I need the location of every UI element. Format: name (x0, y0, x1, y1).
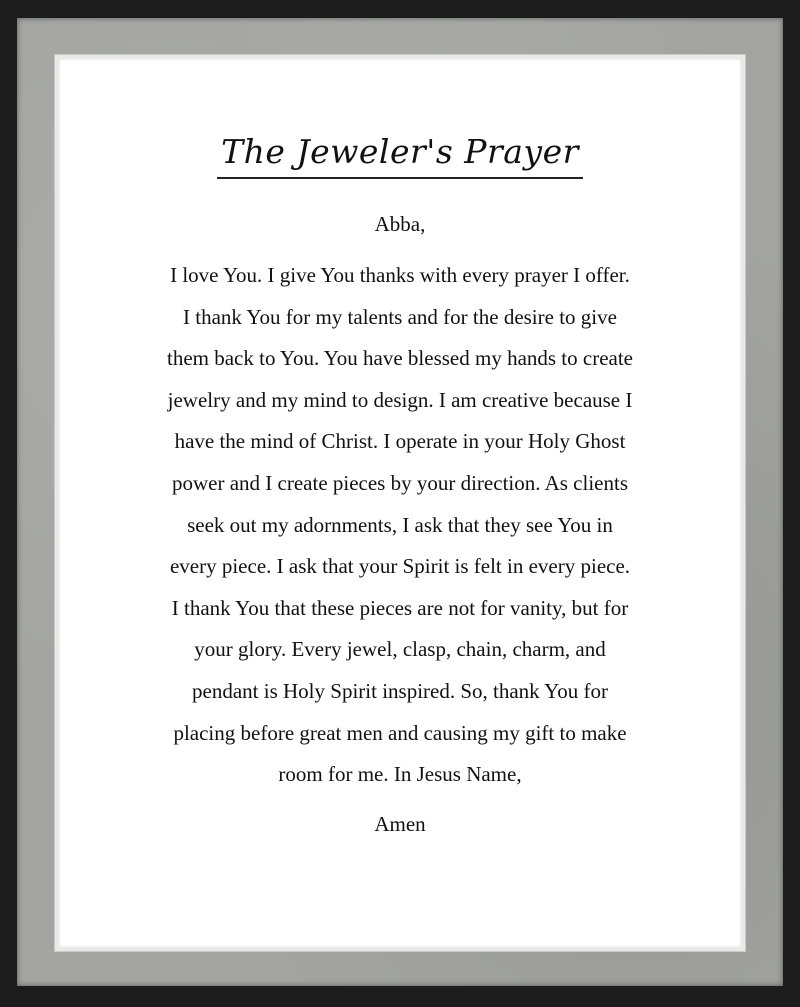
prayer-line: placing before great men and causing my gift to make (173, 720, 627, 745)
prayer-line: pendant is Holy Spirit inspired. So, thank You for (192, 678, 608, 703)
prayer-line: them back to You. You have blessed my hands to create (166, 346, 634, 371)
prayer-line: I thank You for my talents and for the desire to give (183, 304, 617, 329)
prayer-line: I love You. I give You thanks with every prayer I offer. (170, 263, 630, 287)
prayer-line: room for me. In Jesus Name, (278, 762, 522, 787)
page-title: The Jeweler's Prayer (217, 131, 583, 179)
prayer-body (122, 255, 678, 796)
closing-amen: Amen (374, 812, 426, 836)
prayer-line: power and I create pieces by your direction. As clients (171, 470, 628, 495)
prayer-line: have the mind of Christ. I operate in your Holy Ghost (174, 429, 626, 454)
prayer-line: I thank You that these pieces are not for vanity, but for (171, 595, 629, 620)
prayer-line: your glory. Every jewel, clasp, chain, charm, and (194, 637, 606, 662)
prayer-line: jewelry and my mind to design. I am creative because I (167, 387, 633, 412)
prayer-line: every piece. I ask that your Spirit is felt in every piece. (169, 554, 631, 579)
prayer-line: seek out my adornments, I ask that they see You in (187, 512, 613, 537)
greeting: Abba, (374, 212, 426, 236)
title-container (0, 131, 800, 179)
